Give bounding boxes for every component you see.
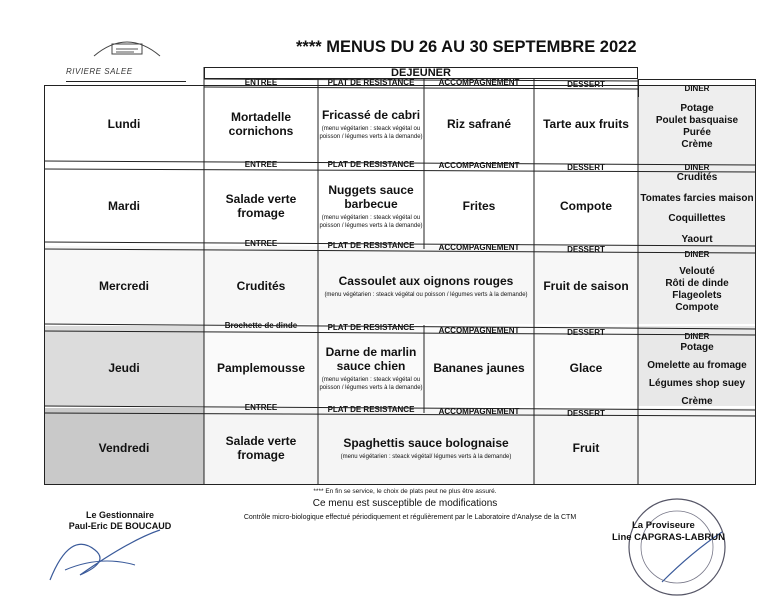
diner-item: Compote (675, 301, 719, 313)
gestionnaire-name: Paul-Eric DE BOUCAUD (68, 521, 172, 532)
grid-lines (44, 63, 756, 485)
day-label: Mardi (107, 199, 140, 214)
header-diner: DINER (684, 163, 710, 173)
header-accomp: ACCOMPAGNEMENT (438, 326, 520, 336)
school-stamp (622, 492, 742, 602)
proviseure-name: Line CAPGRAS-LABRUN (612, 531, 725, 543)
dejeuner-header: DEJEUNER (204, 67, 638, 79)
day-label: Jeudi (108, 361, 140, 376)
diner-item: Crudités (676, 172, 718, 183)
diner-item: Potage (680, 103, 714, 115)
entree: Salade verte fromage (225, 434, 297, 462)
school-place: RIVIERE SALEE (66, 67, 133, 76)
dessert: Fruit de saison (543, 279, 629, 294)
footer-note-service: **** En fin se service, le choix de plats peut ne plus être assuré. (313, 488, 497, 495)
accompagnement: Bananes jaunes (433, 361, 525, 376)
diner-item: Légumes shop suey (648, 378, 746, 390)
gestionnaire-role: Le Gestionnaire (85, 510, 155, 520)
plat-name: Darne de marlin sauce chien (325, 345, 417, 373)
header-entree: ENTREE (244, 160, 278, 170)
dessert: Tarte aux fruits (543, 117, 629, 132)
plat-name: Nuggets sauce barbecue (328, 183, 414, 211)
plat-note: (menu végétarien : steack végétal/ légumes verts à la demande) (340, 453, 512, 460)
day-label: Mercredi (98, 279, 150, 294)
diner-item: Coquillettes (668, 213, 726, 225)
proviseure-role: La Proviseure (632, 520, 695, 531)
dessert: Glace (569, 361, 603, 376)
header-dessert: DESSERT (567, 163, 605, 173)
diner-item: Potage (680, 342, 714, 353)
header-entree: ENTREE (244, 78, 278, 88)
diner-item: Velouté (679, 266, 715, 278)
header-plat: PLAT DE RESISTANCE (327, 405, 415, 415)
accompagnement: Frites (462, 199, 496, 214)
plat-note: (menu végétarien : steack végétal ou poisson / légumes verts à la demande) (319, 376, 423, 391)
diner-item: Tomates farcies maison (640, 192, 754, 204)
plat-name: Spaghettis sauce bolognaise (343, 436, 509, 451)
plat-note: (menu végétarien : steack végétal ou poisson / légumes verts à la demande) (319, 214, 423, 229)
header-entree: ENTREE (244, 239, 278, 249)
plat-name: Cassoulet aux oignons rouges (338, 274, 514, 289)
entree: Salade verte fromage (225, 192, 297, 220)
header-diner: DINER (684, 332, 710, 342)
footer-note-controle: Contrôle micro-biologique effectué périodiquement et régulièrement par le Laboratoire d'Analyse de la CTM (243, 514, 577, 521)
school-logo (86, 34, 168, 62)
header-accomp: ACCOMPAGNEMENT (438, 243, 520, 253)
header-accomp: ACCOMPAGNEMENT (438, 407, 520, 417)
header-dessert: DESSERT (567, 409, 605, 419)
header-plat: PLAT DE RESISTANCE (327, 323, 415, 333)
header-dessert: DESSERT (567, 245, 605, 255)
entree: Pamplemousse (216, 361, 306, 376)
diner-header: DINER (638, 79, 756, 97)
diner-item: Omelette au fromage (647, 360, 747, 372)
header-plat: PLAT DE RESISTANCE (327, 241, 415, 251)
header-accomp: ACCOMPAGNEMENT (438, 78, 520, 88)
header-dessert: DESSERT (567, 328, 605, 338)
plat-name: Fricassé de cabri (321, 108, 421, 122)
day-label: Lundi (107, 117, 141, 132)
menu-table (44, 63, 756, 485)
header-entree: ENTREE (244, 403, 278, 413)
diner-item: Poulet basquaise (655, 115, 739, 127)
header-entree: Brochette de dinde (224, 321, 298, 331)
header-plat: PLAT DE RESISTANCE (327, 78, 415, 88)
plat-note: (menu végétarien : steack végétal ou poisson / légumes verts à la demande) (319, 125, 423, 140)
day-label: Vendredi (98, 441, 150, 456)
entree: Crudités (236, 279, 286, 294)
page-title: **** MENUS DU 26 AU 30 SEPTEMBRE 2022 (296, 38, 637, 56)
diner-item: Yaourt (681, 234, 713, 246)
diner-item: Flageolets (672, 290, 722, 301)
accompagnement: Riz safrané (446, 117, 512, 132)
diner-item: Crème (681, 396, 713, 408)
dessert: Compote (560, 199, 612, 214)
header-dessert: DESSERT (567, 80, 605, 90)
header-accomp: ACCOMPAGNEMENT (438, 161, 520, 171)
diner-item: Purée (683, 127, 711, 138)
dessert: Fruit (572, 441, 600, 456)
header-diner: DINER (684, 250, 710, 260)
diner-item: Crème (681, 138, 713, 150)
footer-note-modifications: Ce menu est susceptible de modifications (312, 498, 498, 509)
entree: Mortadelle cornichons (228, 110, 294, 138)
proviseure-block (612, 520, 762, 544)
plat-note: (menu végétarien : steack végétal ou poisson / légumes verts à la demande) (324, 291, 528, 298)
diner-item: Rôti de dinde (665, 278, 729, 290)
gestionnaire-signature (40, 520, 170, 590)
header-plat: PLAT DE RESISTANCE (327, 160, 415, 170)
